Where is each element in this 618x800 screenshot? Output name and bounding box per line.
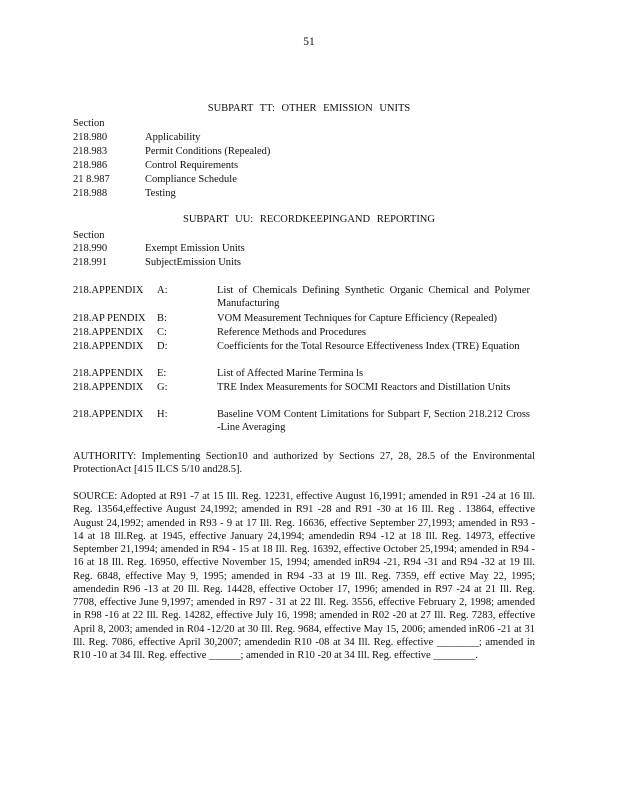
section-title: SubjectEmission Units [145, 257, 241, 268]
section-number: 218.991 [73, 257, 108, 268]
page-number: 51 [303, 36, 315, 48]
section-title: Applicability [145, 132, 201, 143]
appendix-letter: H: [157, 409, 168, 420]
section-number: 218.986 [73, 160, 108, 171]
subpart-uu-section-label: Section [73, 230, 105, 241]
section-number: 218.988 [73, 188, 108, 199]
section-number: 218.990 [73, 243, 108, 254]
appendix-title: List of Affected Marine Termina ls [217, 368, 364, 379]
section-number: 21 8.987 [73, 174, 110, 185]
appendix-title: List of Chemicals Defining Synthetic Organic Chemical and Polymer Manufacturing [217, 285, 530, 309]
appendix-letter: E: [157, 368, 167, 379]
appendix-letter: A: [157, 285, 168, 296]
appendix-title: Coefficients for the Total Resource Effectiveness Index (TRE) Equation [217, 341, 520, 352]
subpart-tt-section-label: Section [73, 118, 105, 129]
authority-paragraph: AUTHORITY: Implementing Section10 and authorized by Sections 27, 28, 28.5 of the Environmental ProtectionAct [415 ILCS 5/10 and28.5]. [73, 451, 535, 476]
appendix-letter: G: [157, 382, 168, 393]
section-number: 218.980 [73, 132, 108, 143]
section-title: Testing [145, 188, 176, 199]
appendix-number: 218.APPENDIX [73, 382, 144, 393]
subpart-uu-heading: SUBPART UU: RECORDKEEPINGAND REPORTING [183, 214, 435, 225]
appendix-title: Baseline VOM Content Limitations for Subpart F, Section 218.212 Cross -Line Averaging [217, 409, 530, 433]
section-title: Exempt Emission Units [145, 243, 245, 254]
section-title: Compliance Schedule [145, 174, 237, 185]
appendix-number: 218.APPENDIX [73, 285, 144, 296]
source-paragraph: SOURCE: Adopted at R91 -7 at 15 Ill. Reg. 12231, effective August 16,1991; amended in R91 -24 at 16 Ill. Reg. 13564,effective August 24,1992; amended in R91 -28 and R91 -30 at 16 Ill. Reg . 13864, effective August 24,1992; amended in R93 - 9 at 17 Ill. Reg. 16636, effective September 27,1993; amended in R93 - 14 at 18 Ill.Reg. at 1945, effective January 24,1994; amendedin R94 -12 at 18 Ill. Reg. 14973, effective September 21,1994; amended in R94 - 15 at 18 Ill. Reg. 16392, effective October 25,1994; amended in R94 - 16 at 18 Ill. Reg. 16950, effective November 15, 1994; amended inR94 -21, R94 -31 and R94 -32 at 19 Ill. Reg. 6848, effective May 9, 1995; amended in R94 -33 at 19 Ill. Reg. 7359, eff ective May 22, 1995; amendedin R96 -13 at 20 Ill. Reg. 14428, effective October 17, 1996; amended in R97 -24 at 21 Ill. Reg. 7708, effective June 9,1997; amended in R97 - 31 at 22 Ill. Reg. 3556, effective February 2, 1998; amended in R98 -16 at 22 Ill. Reg. 14282, effective July 16, 1998; amended in R02 -20 at 27 Ill. Reg. 7283, effective April 8, 2003; amended in R04 -12/20 at 30 Ill. Reg. 9684, effective May 15, 2006; amended inR06 -21 at 31 Ill. Reg. 7086, effective April 30,2007; amendedin R10 -08 at 34 Ill. Reg. effective ________; amended in R10 -10 at 34 Ill. Reg. effective ______; amended in R10 -20 at 34 Ill. Reg. effective ________. [73, 491, 535, 661]
appendix-number: 218.AP PENDIX [73, 313, 146, 324]
appendix-number: 218.APPENDIX [73, 327, 144, 338]
appendix-letter: D: [157, 341, 168, 352]
section-number: 218.983 [73, 146, 108, 157]
appendix-number: 218.APPENDIX [73, 409, 144, 420]
subpart-tt-heading: SUBPART TT: OTHER EMISSION UNITS [207, 103, 411, 114]
section-title: Permit Conditions (Repealed) [145, 146, 271, 157]
appendix-title: Reference Methods and Procedures [217, 327, 366, 338]
appendix-number: 218.APPENDIX [73, 368, 144, 379]
appendix-title: TRE Index Measurements for SOCMI Reactors and Distillation Units [217, 382, 511, 393]
appendix-title: VOM Measurement Techniques for Capture Efficiency (Repealed) [217, 313, 497, 324]
appendix-letter: B: [157, 313, 167, 324]
appendix-number: 218.APPENDIX [73, 341, 144, 352]
appendix-letter: C: [157, 327, 167, 338]
section-title: Control Requirements [145, 160, 239, 171]
